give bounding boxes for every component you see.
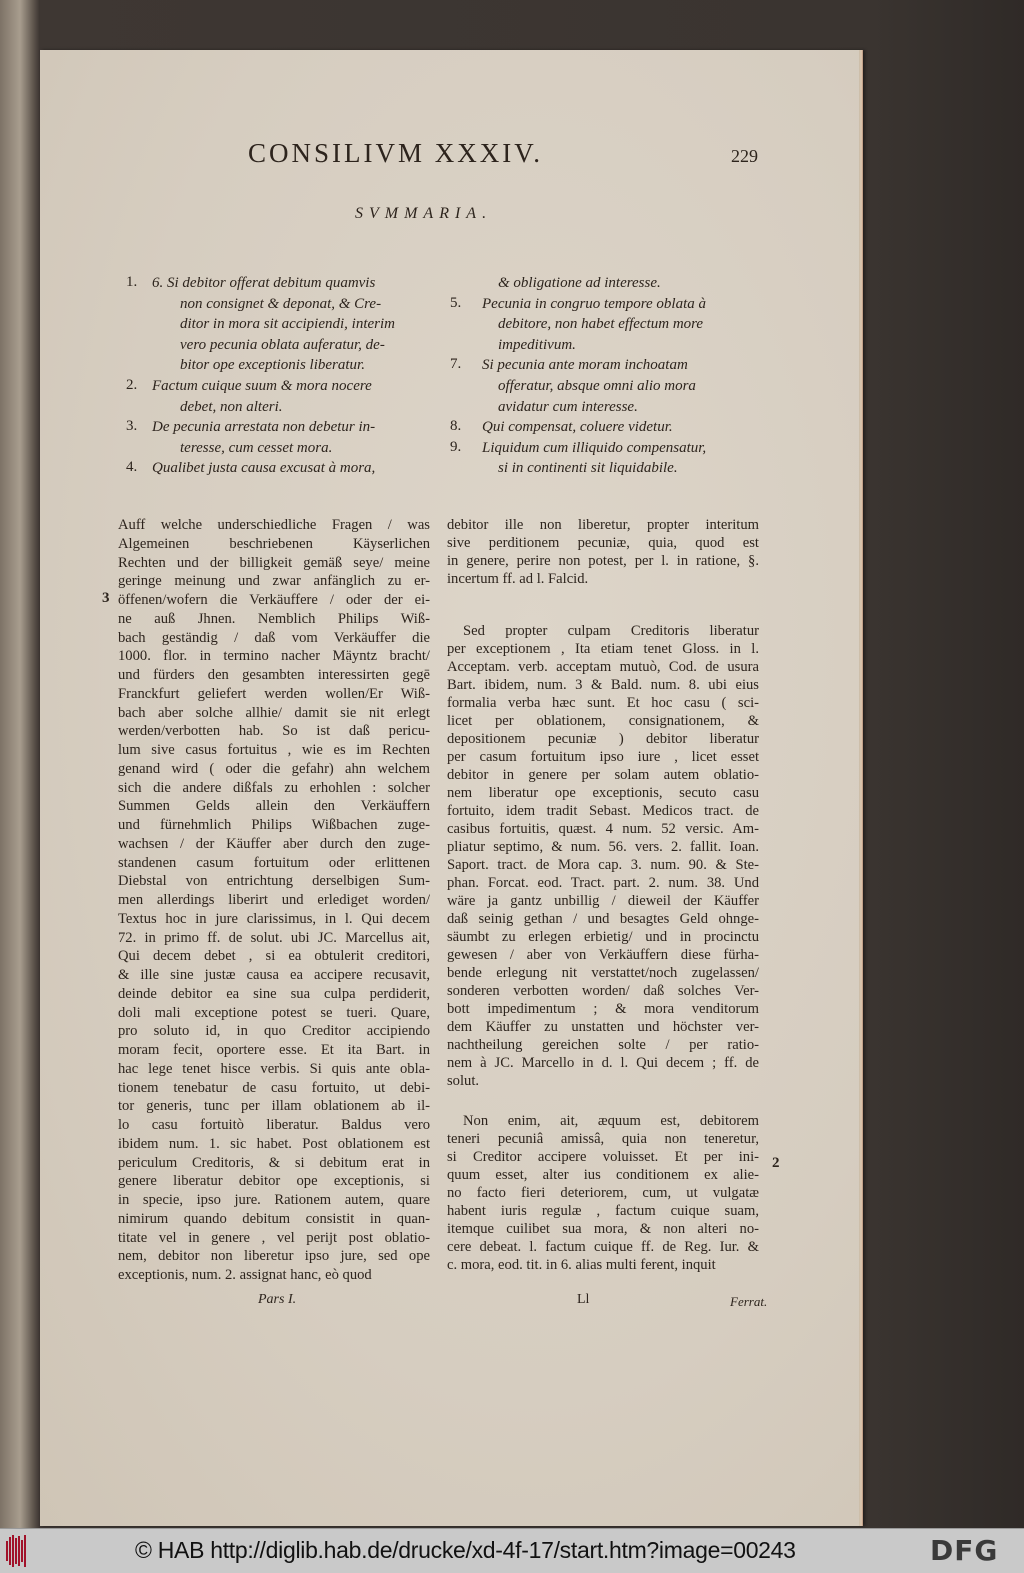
text-line: & ille sine justæ causa ea accipere recusavit, [118, 967, 430, 983]
summary-line: Liquidum cum illiquido compensatur, [482, 439, 707, 456]
text-line: per exceptionem , Ita etiam tenet Gloss. in l. [447, 641, 759, 657]
text-line: incertum ff. ad l. Falcid. [447, 571, 589, 587]
text-line: licet per oblationem, consignationem, & [447, 713, 759, 729]
text-line: depositionem pecuniæ ) debitor liberatur [447, 731, 759, 747]
text-line: nimirum quando debitum consistit in quan- [118, 1210, 430, 1227]
summary-item [482, 355, 696, 417]
text-line: pro soluto id, in quo Creditor accipiendo [118, 1023, 430, 1040]
summary-item [482, 438, 706, 479]
summary-line: debitore, non habet effectum more [498, 316, 704, 333]
summary-line: bitor ope exceptionis liberatur. [180, 357, 365, 374]
text-line: und fürnehmlich Philips Wißbachen zuge- [118, 817, 430, 833]
text-line: deinde debitor ea sine sua culpa perdiderit, [118, 985, 430, 1002]
summary-line: 6. Si debitor offerat debitum quamvis [152, 275, 376, 291]
margin-note-left: 3 [102, 590, 110, 606]
summary-item-number: 7. [450, 356, 462, 373]
text-line: Rechten und der billigkeit gemäß seye/ meine [118, 554, 430, 571]
text-line: fortuito, idem tradit Sebast. Medicos tract. de [447, 803, 759, 819]
text-line: nem liberatur ope exceptionis, secuto casu [447, 785, 759, 801]
text-line: standenen casum fortuitum oder erlittenen [118, 854, 430, 871]
text-line: Algemeinen beschriebenen Käyserlichen [118, 535, 430, 552]
text-line: per casum fortuitum ipso iure , licet esset [447, 749, 759, 765]
text-line: Diebstal von entrichtung derselbigen Sum- [118, 873, 430, 890]
text-line: in genere, perire non potest, per l. in ratione, §. [447, 553, 759, 569]
summary-item [152, 376, 372, 417]
text-line: exceptionis, num. 2. assignat hanc, eò quod [118, 1267, 372, 1283]
text-line: sich die andere dißfals zu erhohlen : solcher [118, 779, 430, 796]
signature-mark: Pars I. [258, 1292, 297, 1307]
summary-heading: SVMMARIA. [355, 205, 493, 222]
text-line: pliatur septimo, & num. 56. vers. 2. fallit. Ioan. [447, 839, 759, 855]
text-line: men allerdings liberirt und erlediget worden/ [118, 892, 430, 908]
text-line: quum esset, alter ius conditionem ex alie- [447, 1167, 759, 1183]
summary-line: impeditivum. [498, 336, 576, 353]
text-line: bach geständig / daß vom Verkäuffer die [118, 629, 430, 646]
copyright-link[interactable]: © HAB http://diglib.hab.de/drucke/xd-4f-17/start.htm?image=00243 [135, 1537, 796, 1563]
text-line: 1000. flor. in termino nacher Mäyntz bracht/ [118, 648, 430, 665]
summary-line: debet, non alteri. [180, 398, 283, 415]
text-line: Franckfurt geliefert werden wollen/Er Wiß- [118, 685, 430, 702]
text-line: ibidem num. 1. sic habet. Post oblationem est [118, 1135, 430, 1152]
text-line: tionem tenebatur de casu fortuito, ut debi- [118, 1079, 430, 1096]
text-line: bende erlegung nit verstattet/noch zugelassen/ [447, 965, 759, 981]
summary-line: Qui compensat, coluere videtur. [482, 419, 673, 436]
hab-logo-icon [6, 1535, 28, 1567]
summary-line: avidatur cum interesse. [498, 398, 638, 415]
text-line: phan. Forcat. eod. Tract. part. 2. num. 38. Und [447, 875, 759, 891]
summary-line: teresse, cum cesset mora. [180, 439, 333, 456]
text-line: formalia verba hæc sunt. Et hoc casu ( sci- [447, 695, 759, 711]
text-line: genere liberatur debitor ope exceptionis, si [118, 1173, 430, 1190]
summary-item [482, 294, 706, 356]
summary-line: De pecunia arrestata non debetur in- [152, 419, 376, 436]
previous-page-edge [0, 0, 40, 1528]
text-line: sive perditionem pecuniæ, quia, quod est [447, 535, 759, 551]
text-line: in specie, ipso jure. Rationem autem, quare [118, 1192, 430, 1208]
text-line: wachsen / der Käuffer aber durch den zuge- [118, 835, 430, 852]
viewer-footer [0, 1528, 1024, 1573]
text-line: säumbt zu erlegen erbietig/ und in procinctu [447, 929, 759, 945]
page-edge [859, 50, 863, 1526]
summary-item-number: 8. [450, 418, 462, 435]
text-line: tor generis, tunc per illam oblationem ab il- [118, 1098, 430, 1115]
text-line: Non enim, ait, æquum est, debitorem [463, 1113, 759, 1129]
summary-item-number: 1. [126, 274, 138, 290]
text-line: bach aber solche allhie/ damit sie nit erlegt [118, 704, 430, 721]
text-line: 72. in primo ff. de solut. ubi JC. Marcellus ait, [118, 929, 430, 946]
summary-continuation: & obligatione ad interesse. [498, 275, 661, 291]
text-line: bott impedimentum ; & mora venditorum [447, 1001, 759, 1017]
text-line: werden/verbotten hab. So ist daß pericu- [118, 723, 430, 740]
text-line: daß seinig gethan / und besagtes Geld ohnge- [447, 911, 759, 927]
text-line: Qui decem debet , si ea obtulerit creditori, [118, 948, 430, 965]
text-line: solut. [447, 1073, 480, 1089]
page-number: 229 [731, 146, 758, 166]
body-left-column [118, 516, 430, 1285]
text-line: öffenen/wofern die Verkäuffere / oder der ei- [118, 592, 430, 608]
summary-line: Si pecunia ante moram inchoatam [482, 357, 688, 374]
text-line: nem, debitor non liberetur ipso jure, sed ope [118, 1248, 430, 1265]
summary-line: Qualibet justa causa excusat à mora, [152, 460, 376, 477]
text-line: lum sive casus fortuitus , wie es im Rechten [118, 742, 430, 758]
text-line: cere debeat. l. factum cuique ff. de Reg. Iur. & [447, 1239, 759, 1255]
summary-item [482, 417, 673, 438]
text-line: geringe meinung und zwar anfänglich zu er- [118, 573, 430, 590]
text-line: Auff welche underschiedliche Fragen / was [118, 517, 430, 533]
summary-line: non consignet & deponat, & Cre- [180, 295, 382, 312]
paragraph [447, 1112, 759, 1274]
text-line: doli mali exceptione potest se tueri. Quare, [118, 1004, 430, 1021]
summary-line: Factum cuique suum & mora nocere [152, 378, 372, 394]
text-line: Summen Gelds allein den Verkäuffern [118, 798, 430, 815]
text-line: no facto fieri deteriorem, cum, ut vulgatæ [447, 1185, 759, 1201]
summary-item-number: 2. [126, 377, 138, 393]
text-line: Acceptam. verb. acceptam mutuò, Cod. de usura [447, 659, 759, 675]
text-line: sonderen verbotten worden/ daß solches Ver- [447, 983, 759, 999]
summary-line: ditor in mora sit accipiendi, interim [180, 316, 395, 333]
margin-note-right: 2 [772, 1155, 780, 1171]
paragraph [447, 516, 759, 588]
text-line: genand wird ( oder die gefahr) ahn welchem [118, 760, 430, 777]
summary-line: vero pecunia oblata auferatur, de- [180, 336, 385, 353]
text-line: itemque cuilibet sua mora, & non alteri no- [447, 1221, 759, 1237]
summary-line: Pecunia in congruo tempore oblata à [482, 295, 706, 312]
text-line: dem Käuffer zu unstatten und höchster ver- [447, 1019, 759, 1035]
summary-item-number: 9. [450, 438, 462, 455]
text-line: Saport. tract. de Mora cap. 3. num. 90. & Ste- [447, 857, 759, 873]
summary-item [152, 417, 375, 458]
text-line: teneri pecuniâ amissâ, quia non teneretur, [447, 1131, 759, 1147]
text-line: nachtheilung gereichen solte / per ratio- [447, 1037, 759, 1053]
text-line: debitor in genere per solam autem oblatio- [447, 767, 759, 783]
text-line: Textus hoc in jure clarissimus, in l. Qui decem [118, 910, 430, 927]
text-line: lo casu fortuitò liberatur. Baldus vero [118, 1117, 430, 1133]
dfg-logo: DFG [930, 1534, 999, 1567]
text-line: Bart. ibidem, num. 3 & Bald. num. 8. ubi eius [447, 677, 759, 693]
text-line: debitor ille non liberetur, propter interitum [447, 517, 759, 533]
summary-item-number: 3. [126, 418, 138, 435]
text-line: und fürders den gesambten interessirten gegē [118, 667, 430, 683]
summary-item [152, 458, 375, 479]
body-right-column [447, 516, 759, 1274]
paragraph [118, 516, 430, 1285]
text-line: Sed propter culpam Creditoris liberatur [463, 623, 759, 639]
text-line: nem à JC. Marcello in d. l. Qui decem ; ff. de [447, 1055, 759, 1071]
running-title: CONSILIVM XXXIV. [248, 138, 544, 168]
text-line: ne auß Jhnen. Nemblich Philips Wiß- [118, 610, 430, 627]
summary-line: si in continenti sit liquidabile. [498, 460, 678, 477]
text-line: si Creditor accipere voluisset. Et per ini- [447, 1149, 759, 1165]
text-line: periculum Creditoris, & si debitum erat in [118, 1154, 430, 1171]
text-line: habent iuris regulæ , factum cuique suam, [447, 1203, 759, 1219]
text-line: c. mora, eod. tit. in 6. alias multi ferent, inquit [447, 1257, 716, 1273]
summary-item-number: 4. [126, 459, 138, 476]
text-line: gewesen / aber von Verkäuffern diese fürha- [447, 947, 759, 963]
summary-item-number: 5. [450, 294, 462, 311]
paragraph [447, 622, 759, 1090]
text-line: wäre ja gantz unbillig / dieweil der Käuffer [447, 893, 759, 909]
catchword: Ferrat. [730, 1294, 768, 1309]
text-line: casibus fortuitis, quæst. 4 num. 52 versic. Am- [447, 821, 759, 837]
summary-line: offeratur, absque omni alio mora [498, 377, 696, 394]
text-line: moram fecit, oportere esse. Et ita Bart. in [118, 1042, 430, 1058]
summary-item [152, 273, 395, 376]
text-line: titate vel in genere , vel perijt post oblatio- [118, 1229, 430, 1246]
text-line: hac lege tenet hisce verbis. Si quis ante obla- [118, 1060, 430, 1077]
gathering-mark: Ll [577, 1292, 590, 1307]
